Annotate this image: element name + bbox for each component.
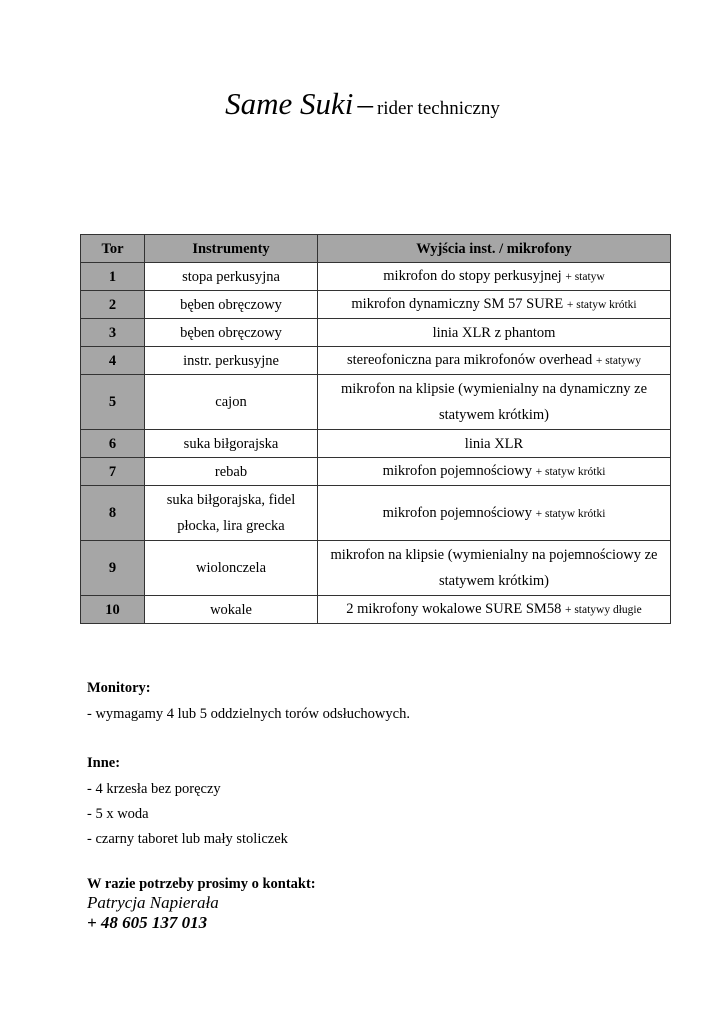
output-cell (318, 596, 671, 624)
rider-table (80, 234, 671, 624)
tor-number: 7 (81, 458, 145, 486)
instrument-cell: suka biłgorajska (145, 430, 318, 458)
inne-item: - czarny taboret lub mały stoliczek (87, 831, 288, 847)
output-text: mikrofon na klipsie (wymienialny na pojemnościowy ze statywem krótkim) (330, 547, 658, 589)
tor-number: 10 (81, 596, 145, 624)
output-cell (318, 263, 671, 291)
tor-number: 6 (81, 430, 145, 458)
contact-heading: W razie potrzeby prosimy o kontakt: (87, 876, 316, 892)
table-row (81, 486, 671, 541)
output-extra: + statywy długie (564, 604, 642, 616)
header-wyjscia: Wyjścia inst. / mikrofony (318, 235, 671, 263)
table-row (81, 319, 671, 347)
output-cell (318, 458, 671, 486)
header-tor: Tor (81, 235, 145, 263)
output-text: linia XLR (464, 435, 524, 452)
tor-number: 5 (81, 375, 145, 430)
output-text: mikrofon do stopy perkusyjnej (383, 268, 562, 284)
table-row (81, 347, 671, 375)
output-text: mikrofon na klipsie (wymienialny na dynamiczny ze statywem krótkim) (340, 381, 648, 423)
inne-item: - 4 krzesła bez poręczy (87, 781, 221, 797)
output-cell (318, 347, 671, 375)
inne-heading: Inne: (87, 755, 121, 771)
output-extra: + statyw (565, 271, 605, 283)
contact-name: Patrycja Napierała (87, 893, 219, 912)
output-text: linia XLR z phantom (432, 324, 556, 341)
title-subtitle: rider techniczny (376, 98, 500, 119)
instrument-cell: bęben obręczowy (145, 291, 318, 319)
table-header-row (81, 235, 671, 263)
instrument-cell: instr. perkusyjne (145, 347, 318, 375)
band-name: Same Suki (225, 86, 354, 121)
inne-item: - 5 x woda (87, 806, 149, 822)
tor-number: 8 (81, 486, 145, 541)
output-extra: + statyw krótki (566, 299, 637, 311)
tor-number: 1 (81, 263, 145, 291)
tor-number: 2 (81, 291, 145, 319)
instrument-cell: wiolonczela (145, 541, 318, 596)
output-extra: + statyw krótki (535, 507, 606, 520)
title-dash: – (357, 86, 373, 121)
output-cell (318, 541, 671, 596)
output-cell (318, 291, 671, 319)
table-row (81, 375, 671, 430)
table-row (81, 541, 671, 596)
output-cell (318, 319, 671, 347)
tor-number: 9 (81, 541, 145, 596)
output-cell (318, 430, 671, 458)
output-text: mikrofon pojemnościowy (382, 463, 533, 479)
output-text: mikrofon dynamiczny SM 57 SURE (351, 296, 564, 312)
instrument-cell: wokale (145, 596, 318, 624)
instrument-cell: stopa perkusyjna (145, 263, 318, 291)
table-row (81, 596, 671, 624)
output-text: 2 mikrofony wokalowe SURE SM58 (346, 601, 562, 617)
tor-number: 3 (81, 319, 145, 347)
table-row (81, 430, 671, 458)
output-cell (318, 486, 671, 541)
table-row (81, 291, 671, 319)
instrument-cell: suka biłgorajska, fidel płocka, lira grecka (145, 486, 318, 541)
instrument-cell: bęben obręczowy (145, 319, 318, 347)
output-cell (318, 375, 671, 430)
monitory-item: - wymagamy 4 lub 5 oddzielnych torów odsłuchowych. (87, 706, 410, 722)
output-extra: + statyw krótki (535, 466, 606, 478)
instrument-cell: rebab (145, 458, 318, 486)
output-extra: + statywy (595, 355, 641, 367)
header-instrumenty: Instrumenty (145, 235, 318, 263)
monitory-heading: Monitory: (87, 680, 151, 696)
document-title (0, 86, 725, 122)
tor-number: 4 (81, 347, 145, 375)
contact-phone[interactable]: + 48 605 137 013 (87, 913, 208, 932)
table-row (81, 263, 671, 291)
output-text: stereofoniczna para mikrofonów overhead (347, 352, 593, 368)
output-text: mikrofon pojemnościowy (382, 504, 533, 521)
table-row (81, 458, 671, 486)
instrument-cell: cajon (145, 375, 318, 430)
